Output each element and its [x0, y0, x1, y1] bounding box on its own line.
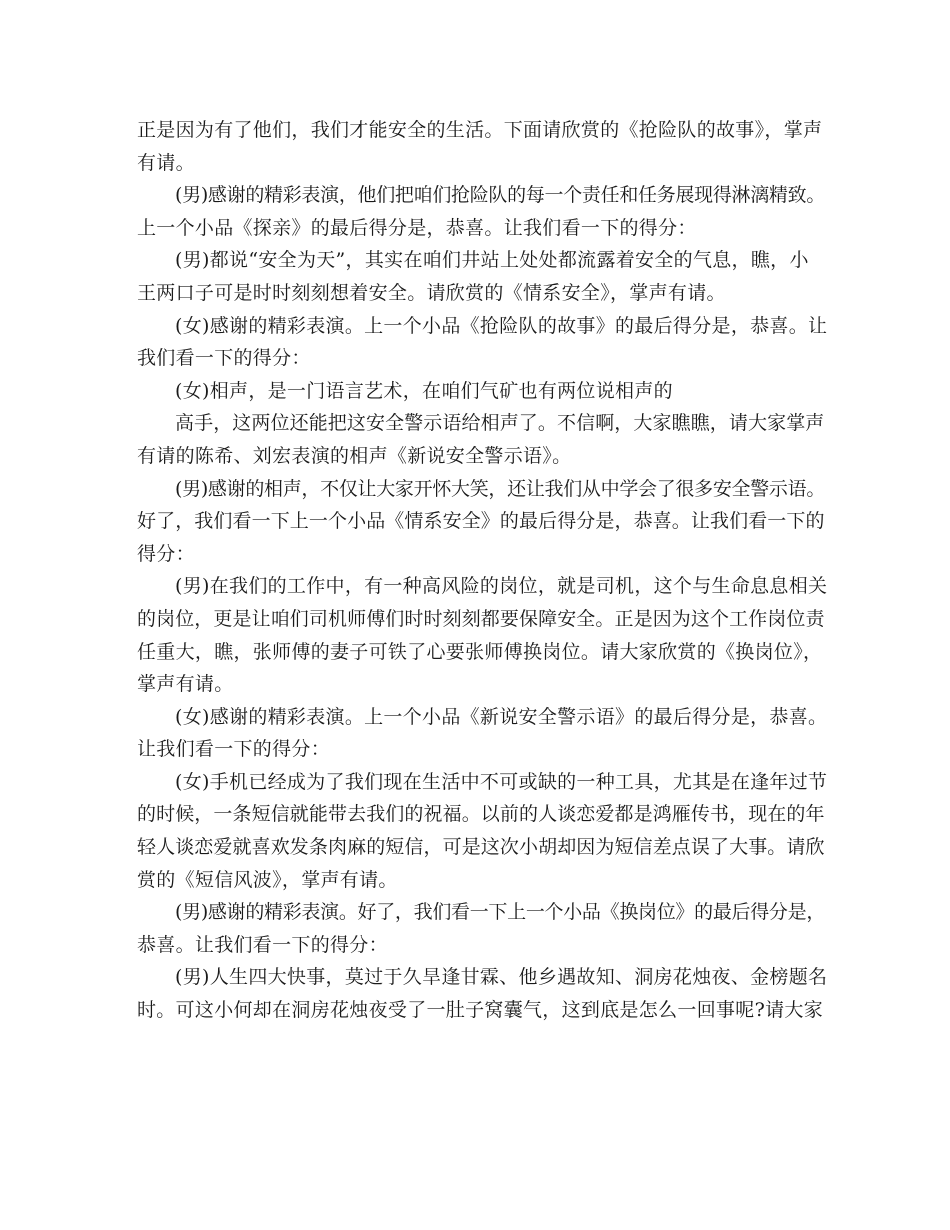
text-line: (男)在我们的工作中，有一种高风险的岗位，就是司机，这个与生命息息相关 [175, 575, 828, 598]
text-line: (男)感谢的相声，不仅让大家开怀大笑，还让我们从中学会了很多安全警示语。 [175, 477, 826, 500]
text-line: (女)相声，是一门语言艺术，在咱们气矿也有两位说相声的 [175, 379, 673, 402]
text-line: 任重大，瞧，张师傅的妻子可铁了心要张师傅换岗位。请大家欣赏的《换岗位》， [137, 640, 823, 663]
text-line: 我们看一下的得分： [137, 347, 311, 370]
document-body [137, 114, 827, 1027]
text-line: (女)手机已经成为了我们现在生活中不可或缺的一种工具，尤其是在逢年过节 [175, 770, 828, 793]
text-line: (男)人生四大快事，莫过于久旱逢甘霖、他乡遇故知、洞房花烛夜、金榜题名 [175, 966, 828, 989]
text-line: (男)感谢的精彩表演，他们把咱们抢险队的每一个责任和任务展现得淋漓精致。 [175, 184, 826, 207]
text-line: 让我们看一下的得分： [137, 738, 331, 761]
text-line: 上一个小品《探亲》的最后得分是，恭喜。让我们看一下的得分： [137, 216, 697, 239]
text-line: 轻人谈恋爱就喜欢发条肉麻的短信，可是这次小胡却因为短信差点误了大事。请欣 [137, 836, 825, 859]
text-line: 时。可这小何却在洞房花烛夜受了一肚子窝囊气，这到底是怎么一回事呢?请大家 [137, 999, 823, 1022]
text-line: 赏的《短信风波》，掌声有请。 [137, 868, 398, 891]
text-line: 好了，我们看一下上一个小品《情系安全》的最后得分是，恭喜。让我们看一下的 [137, 510, 825, 533]
text-line: 恭喜。让我们看一下的得分： [137, 933, 388, 956]
text-line: 得分： [137, 542, 195, 565]
text-line: 高手，这两位还能把这安全警示语给相声了。不信啊，大家瞧瞧，请大家掌声 [175, 412, 825, 435]
text-line: (女)感谢的精彩表演。上一个小品《抢险队的故事》的最后得分是，恭喜。让 [175, 314, 828, 337]
text-line: 的岗位，更是让咱们司机师傅们时时刻刻都要保障安全。正是因为这个工作岗位责 [137, 607, 825, 630]
text-line: (女)感谢的精彩表演。上一个小品《新说安全警示语》的最后得分是，恭喜。 [175, 705, 828, 728]
text-line: 有请。 [137, 151, 195, 174]
text-line: 的时候，一条短信就能带去我们的祝福。以前的人谈恋爱都是鸿雁传书，现在的年 [137, 803, 825, 826]
text-line: 正是因为有了他们，我们才能安全的生活。下面请欣赏的《抢险队的故事》，掌声 [137, 119, 823, 141]
text-line: 掌声有请。 [137, 673, 234, 696]
text-line: 有请的陈希、刘宏表演的相声《新说安全警示语》。 [137, 444, 572, 467]
text-line: 王两口子可是时时刻刻想着安全。请欣赏的《情系安全》，掌声有请。 [137, 281, 726, 304]
text-line: (男)感谢的精彩表演。好了，我们看一下上一个小品《换岗位》的最后得分是， [175, 901, 826, 924]
text-line: (男)都说“安全为天”，其实在咱们井站上处处都流露着安全的气息，瞧，小 [175, 249, 809, 272]
